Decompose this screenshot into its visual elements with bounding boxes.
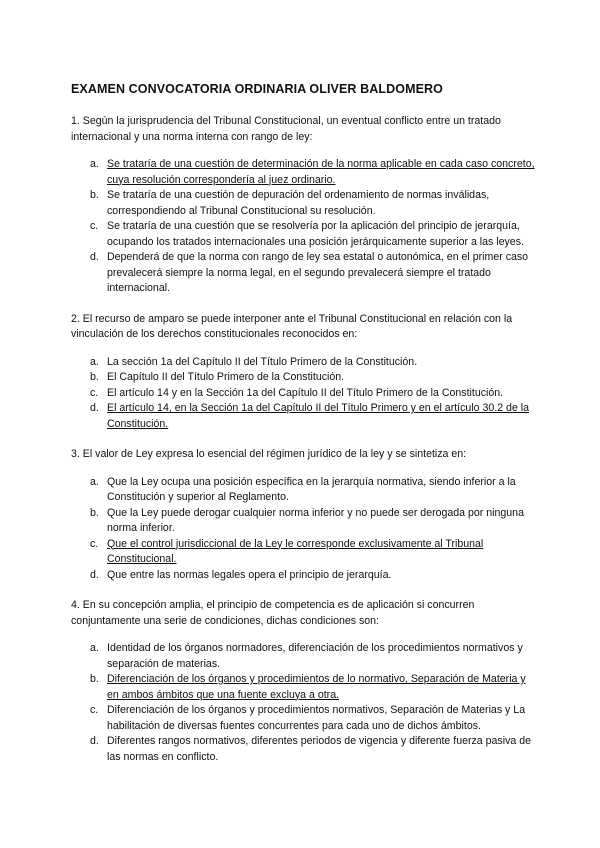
option-list <box>71 641 540 765</box>
question-4 <box>71 598 540 765</box>
question-text: 3. El valor de Ley expresa lo esencial del régimen jurídico de la ley y se sintetiza en: <box>71 448 467 460</box>
option-letter: a. <box>90 355 99 368</box>
option-letter: d. <box>90 402 99 414</box>
option-item <box>71 734 540 765</box>
option-letter: b. <box>90 506 99 519</box>
option-text-correct: Se trataría de una cuestión de determinación de la norma aplicable en cada caso concreto, cuya resolución correspondería al juez ordinario. <box>107 158 535 186</box>
option-letter: a. <box>90 475 99 488</box>
option-text: Se trataría de una cuestión que se resolvería por la aplicación del principio de jerarquía, ocupando los tratados internacionales una posición jerárquicamente superior a las leyes. <box>107 220 524 248</box>
option-text: Dependerá de que la norma con rango de ley sea estatal o autonómica, en el primer caso prevalecerá siempre la norma legal, en el segundo prevalecerá siempre el tratado internacional. <box>107 251 529 294</box>
option-text: Se trataría de una cuestión de depuración del ordenamiento de normas inválidas, correspondiendo al Tribunal Constitucional su resolución. <box>107 189 490 217</box>
option-text: Identidad de los órganos normadores, diferenciación de los procedimientos normativos y separación de materias. <box>107 642 523 670</box>
option-letter: b. <box>90 371 99 383</box>
option-letter: d. <box>90 735 99 747</box>
option-letter: c. <box>90 537 99 550</box>
option-item <box>71 219 540 250</box>
option-item <box>71 537 540 568</box>
option-item <box>71 401 540 432</box>
option-item <box>71 386 540 402</box>
option-item <box>71 188 540 219</box>
option-text: Que la Ley ocupa una posición específica en la jerarquía normativa, siendo inferior a la Constitución y superior al Reglamento. <box>107 475 516 503</box>
option-list <box>71 355 540 433</box>
option-text: Que entre las normas legales opera el principio de jerarquía. <box>107 568 392 581</box>
option-letter: c. <box>90 386 99 399</box>
option-letter: c. <box>90 704 99 716</box>
option-item <box>71 703 540 734</box>
option-text-correct: Diferenciación de los órganos y procedimientos de lo normativo, Separación de Materia y en ambos ámbitos que una fuente excluya a otra. <box>107 673 526 701</box>
question-1 <box>71 114 540 297</box>
option-list <box>71 157 540 297</box>
option-letter: d. <box>90 568 99 581</box>
option-text: El Capítulo II del Título Primero de la Constitución. <box>107 371 345 383</box>
option-text: La sección 1a del Capítulo II del Título Primero de la Constitución. <box>107 355 418 368</box>
page-title: EXAMEN CONVOCATORIA ORDINARIA OLIVER BALDOMERO <box>71 82 443 96</box>
option-item <box>71 506 540 537</box>
option-text: Diferenciación de los órganos y procedimientos normativos, Separación de Materias y La habilitación de diversas fuentes concurrentes para cada uno de dichos ámbitos. <box>107 704 526 732</box>
option-item <box>71 250 540 297</box>
option-item <box>71 475 540 506</box>
question-text: 4. En su concepción amplia, el principio de competencia es de aplicación si concurren conjuntamente una serie de condiciones, dichas condiciones son: <box>71 599 475 627</box>
option-text-correct: El artículo 14, en la Sección 1a del Capítulo II del Título Primero y en el artículo 30.2 de la Constitución. <box>107 402 530 430</box>
question-text: 2. El recurso de amparo se puede interponer ante el Tribunal Constitucional en relación con la vinculación de los derechos constitucionales reconocidos en: <box>71 312 513 340</box>
question-2 <box>71 312 540 433</box>
option-item <box>71 157 540 188</box>
option-text: El artículo 14 y en la Sección 1a del Capítulo II del Título Primero de la Constitución. <box>107 386 504 399</box>
option-text: Diferentes rangos normativos, diferentes periodos de vigencia y diferente fuerza pasiva de las normas en conflicto. <box>107 735 531 763</box>
question-list <box>71 114 540 765</box>
option-text-correct: Que el control jurisdiccional de la Ley le corresponde exclusivamente al Tribunal Constitucional. <box>107 537 484 565</box>
option-letter: a. <box>90 642 99 654</box>
question-3 <box>71 447 540 583</box>
option-item <box>71 641 540 672</box>
option-item <box>71 568 540 584</box>
option-list <box>71 475 540 584</box>
option-letter: b. <box>90 673 99 685</box>
option-letter: d. <box>90 251 99 263</box>
option-item <box>71 355 540 371</box>
option-text: Que la Ley puede derogar cualquier norma inferior y no puede ser derogada por ninguna norma inferior. <box>107 506 524 534</box>
option-item <box>71 672 540 703</box>
option-letter: b. <box>90 189 99 201</box>
question-text: 1. Según la jurisprudencia del Tribunal Constitucional, un eventual conflicto entre un tratado internacional y una norma interna con rango de ley: <box>71 115 501 143</box>
option-letter: a. <box>90 158 99 170</box>
option-letter: c. <box>90 220 99 232</box>
option-item <box>71 370 540 386</box>
